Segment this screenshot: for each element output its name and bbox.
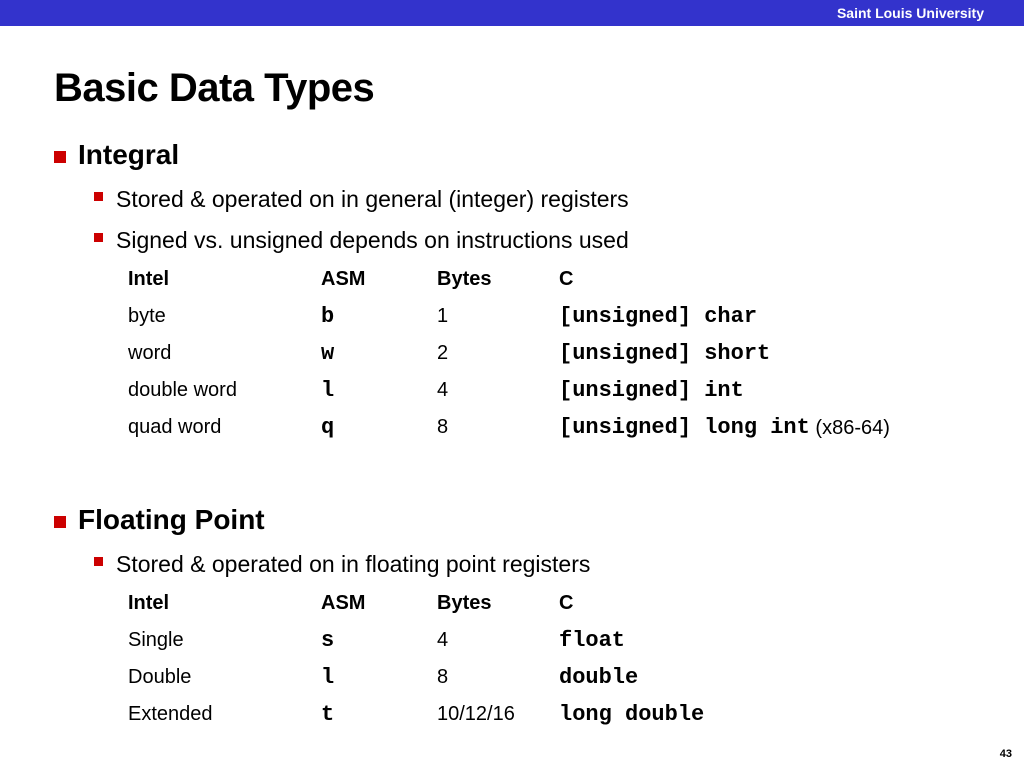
section-integral: [54, 139, 179, 171]
byte-size: 10/12/16: [437, 703, 515, 725]
asm-suffix: q: [321, 415, 335, 440]
bullet-text: Stored & operated on in general (integer) registers: [116, 186, 629, 212]
square-bullet-icon: [54, 151, 66, 163]
byte-size: 4: [437, 379, 449, 401]
section-heading: Integral: [78, 139, 180, 170]
asm-suffix: l: [321, 378, 335, 403]
section-heading: Floating Point: [78, 504, 265, 535]
bullet-item: [94, 227, 629, 254]
slide-title: Basic Data Types: [54, 66, 375, 110]
asm-suffix: s: [321, 628, 335, 653]
c-type-cell: [559, 416, 890, 441]
byte-size: 8: [437, 416, 449, 438]
square-bullet-icon: [94, 557, 103, 566]
header-c: C: [559, 592, 574, 614]
square-bullet-icon: [54, 516, 66, 528]
asm-suffix: t: [321, 702, 335, 727]
asm-suffix: w: [321, 341, 335, 366]
byte-size: 2: [437, 342, 449, 364]
byte-size: 1: [437, 305, 449, 327]
header-bytes: Bytes: [437, 592, 492, 614]
byte-size: 4: [437, 629, 449, 651]
header-intel: Intel: [128, 592, 170, 614]
intel-name: quad word: [128, 416, 222, 438]
header-asm: ASM: [321, 268, 366, 290]
byte-size: 8: [437, 666, 449, 688]
c-type: float: [559, 628, 626, 653]
header-asm: ASM: [321, 592, 366, 614]
section-floating-point: [54, 504, 265, 536]
bullet-text: Signed vs. unsigned depends on instructions used: [116, 227, 629, 253]
c-type: double: [559, 665, 639, 690]
bullet-item: [94, 551, 590, 578]
header-bar: [0, 0, 1024, 26]
asm-suffix: b: [321, 304, 335, 329]
c-type: [unsigned] int: [559, 378, 744, 403]
header-intel: Intel: [128, 268, 170, 290]
c-type: long double: [559, 702, 705, 727]
c-type: [unsigned] short: [559, 341, 771, 366]
square-bullet-icon: [94, 233, 103, 242]
intel-name: byte: [128, 305, 166, 327]
arch-note: (x86-64): [815, 417, 890, 439]
intel-name: double word: [128, 379, 237, 401]
c-type: [unsigned] long int: [559, 415, 810, 440]
page-number: 43: [999, 748, 1012, 760]
header-bytes: Bytes: [437, 268, 492, 290]
bullet-text: Stored & operated on in floating point registers: [116, 551, 591, 577]
square-bullet-icon: [94, 192, 103, 201]
institution-name: Saint Louis University: [836, 5, 984, 21]
intel-name: Single: [128, 629, 184, 651]
intel-name: Extended: [128, 703, 213, 725]
c-type: [unsigned] char: [559, 304, 758, 329]
intel-name: word: [128, 342, 172, 364]
asm-suffix: l: [321, 665, 335, 690]
header-c: C: [559, 268, 574, 290]
bullet-item: [94, 186, 629, 213]
intel-name: Double: [128, 666, 192, 688]
